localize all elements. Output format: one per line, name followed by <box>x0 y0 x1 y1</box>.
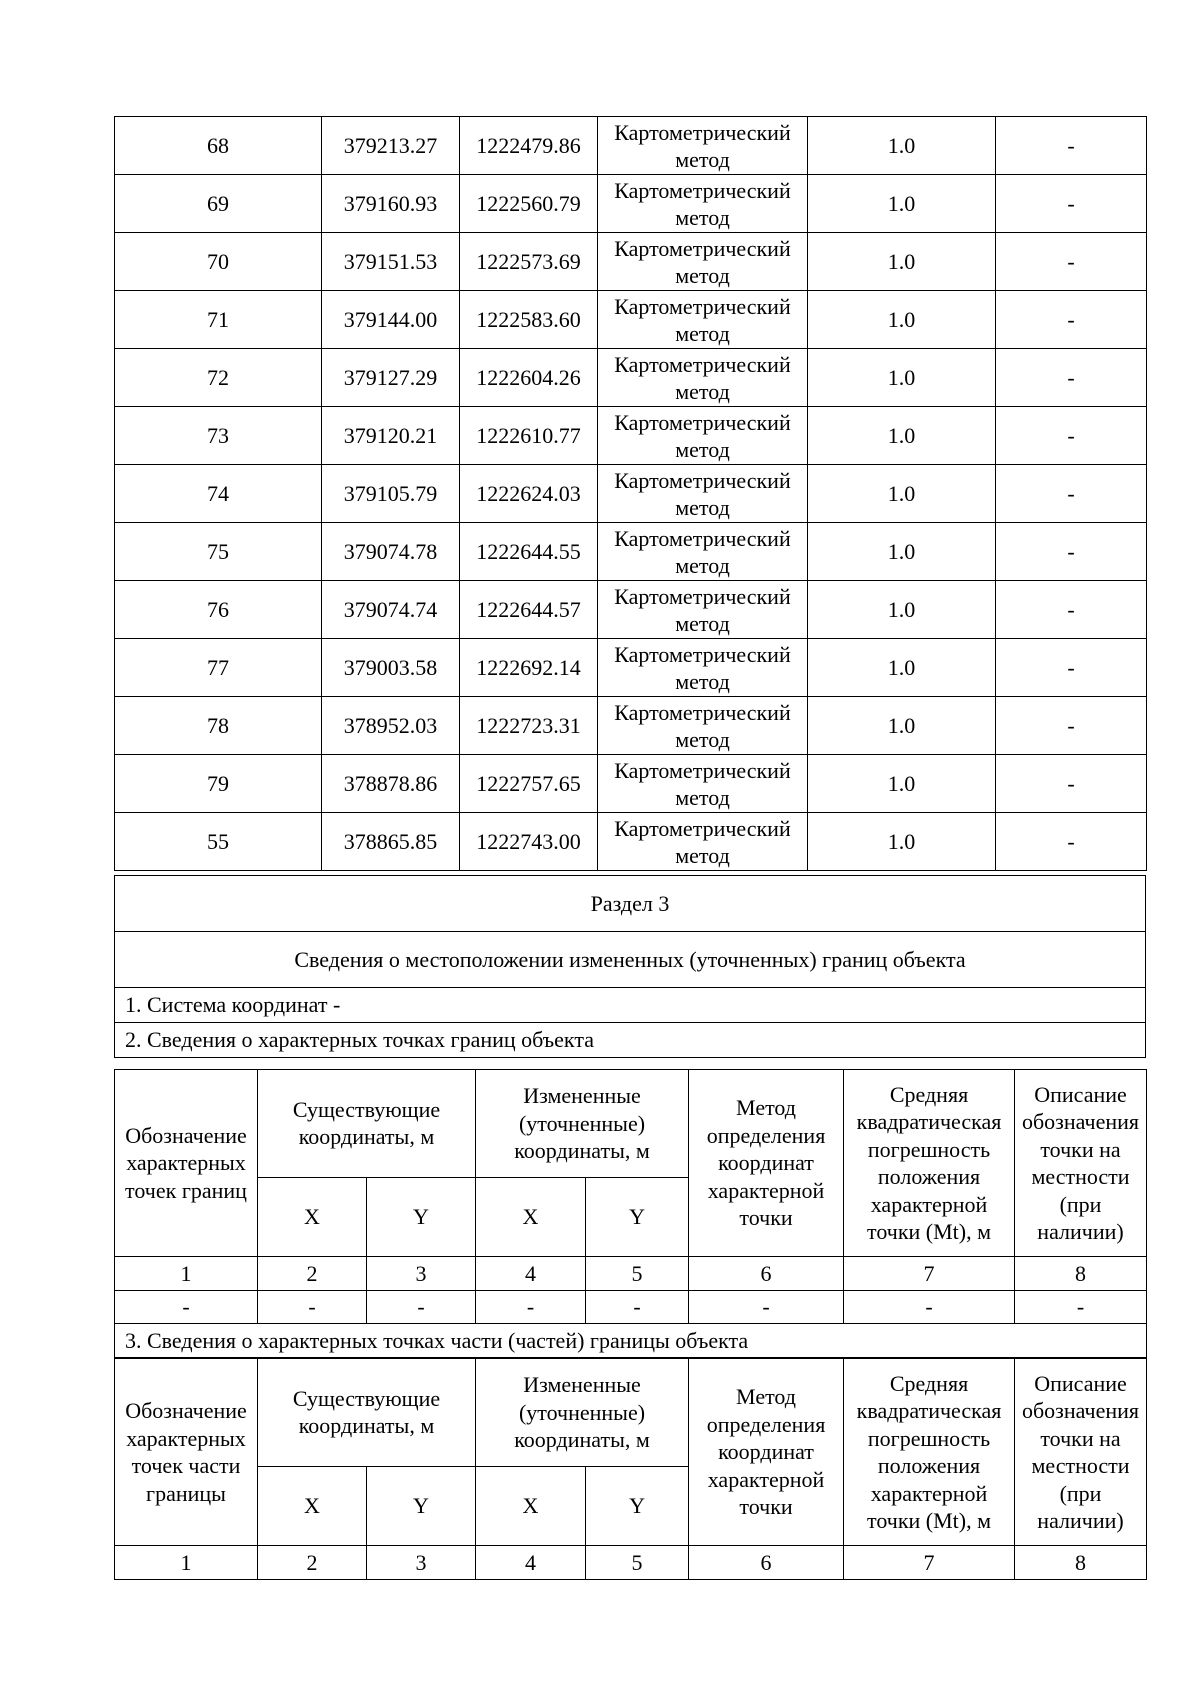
x-coordinate-cell: 379127.29 <box>322 349 460 407</box>
coordinate-row <box>115 581 1147 639</box>
x-coordinate-cell: 379120.21 <box>322 407 460 465</box>
point-number-cell: 55 <box>115 813 322 871</box>
column-number: 4 <box>476 1257 586 1291</box>
column-number: 6 <box>689 1257 844 1291</box>
accuracy-cell: 1.0 <box>808 813 996 871</box>
y-coordinate-cell: 1222644.57 <box>460 581 598 639</box>
point-number-cell: 70 <box>115 233 322 291</box>
x-coordinate-cell: 379144.00 <box>322 291 460 349</box>
header-existing-coords: Существующие координаты, м <box>258 1070 476 1178</box>
column-numbers-row <box>115 1546 1147 1580</box>
dash-cell: - <box>689 1291 844 1324</box>
section-title: Раздел 3 <box>115 876 1146 932</box>
coordinate-row <box>115 523 1147 581</box>
accuracy-cell: 1.0 <box>808 291 996 349</box>
method-cell: Картометрический метод <box>598 813 808 871</box>
method-cell: Картометрический метод <box>598 465 808 523</box>
y-coordinate-cell: 1222757.65 <box>460 755 598 813</box>
dash-cell: - <box>258 1291 367 1324</box>
method-cell: Картометрический метод <box>598 117 808 175</box>
x-coordinate-cell: 379105.79 <box>322 465 460 523</box>
coordinates-table <box>114 116 1147 871</box>
point-number-cell: 74 <box>115 465 322 523</box>
dash-cell: - <box>367 1291 476 1324</box>
x-coordinate-cell: 379151.53 <box>322 233 460 291</box>
column-number: 4 <box>476 1546 586 1580</box>
x-coordinate-cell: 379003.58 <box>322 639 460 697</box>
y-coordinate-cell: 1222624.03 <box>460 465 598 523</box>
header-changed-y: Y <box>586 1466 689 1545</box>
header-changed-y: Y <box>586 1177 689 1256</box>
description-cell: - <box>996 291 1147 349</box>
column-number: 3 <box>367 1257 476 1291</box>
y-coordinate-cell: 1222723.31 <box>460 697 598 755</box>
point-number-cell: 71 <box>115 291 322 349</box>
accuracy-cell: 1.0 <box>808 175 996 233</box>
x-coordinate-cell: 379213.27 <box>322 117 460 175</box>
points-table <box>114 1069 1147 1358</box>
y-coordinate-cell: 1222583.60 <box>460 291 598 349</box>
column-number: 8 <box>1015 1546 1147 1580</box>
point-number-cell: 75 <box>115 523 322 581</box>
column-numbers-row <box>115 1257 1147 1291</box>
column-number: 7 <box>844 1546 1015 1580</box>
description-cell: - <box>996 175 1147 233</box>
coordinates-table-body <box>115 117 1147 871</box>
parts-table <box>114 1358 1147 1580</box>
header-changed-x: X <box>476 1466 586 1545</box>
header-existing-x: X <box>258 1466 367 1545</box>
point-number-cell: 69 <box>115 175 322 233</box>
header-description: Описание обозначения точки на местности (при наличии) <box>1015 1359 1147 1546</box>
column-number: 1 <box>115 1257 258 1291</box>
header-part-point-designation: Обозначение характерных точек части границы <box>115 1359 258 1546</box>
header-existing-y: Y <box>367 1177 476 1256</box>
method-cell: Картометрический метод <box>598 407 808 465</box>
column-number: 5 <box>586 1257 689 1291</box>
y-coordinate-cell: 1222604.26 <box>460 349 598 407</box>
accuracy-cell: 1.0 <box>808 639 996 697</box>
x-coordinate-cell: 378865.85 <box>322 813 460 871</box>
x-coordinate-cell: 378878.86 <box>322 755 460 813</box>
column-number: 2 <box>258 1257 367 1291</box>
coordinate-row <box>115 117 1147 175</box>
method-cell: Картометрический метод <box>598 697 808 755</box>
dash-cell: - <box>844 1291 1015 1324</box>
accuracy-cell: 1.0 <box>808 117 996 175</box>
accuracy-cell: 1.0 <box>808 233 996 291</box>
section-subtitle: Сведения о местоположении измененных (уточненных) границ объекта <box>115 932 1146 988</box>
accuracy-cell: 1.0 <box>808 581 996 639</box>
y-coordinate-cell: 1222644.55 <box>460 523 598 581</box>
description-cell: - <box>996 407 1147 465</box>
dash-cell: - <box>1015 1291 1147 1324</box>
y-coordinate-cell: 1222692.14 <box>460 639 598 697</box>
column-number: 2 <box>258 1546 367 1580</box>
accuracy-cell: 1.0 <box>808 523 996 581</box>
header-point-designation: Обозначение характерных точек границ <box>115 1070 258 1257</box>
coord-system-line: 1. Система координат - <box>115 988 1146 1023</box>
accuracy-cell: 1.0 <box>808 697 996 755</box>
coordinate-row <box>115 349 1147 407</box>
point-number-cell: 79 <box>115 755 322 813</box>
point-number-cell: 78 <box>115 697 322 755</box>
description-cell: - <box>996 697 1147 755</box>
point-number-cell: 77 <box>115 639 322 697</box>
coordinate-row <box>115 465 1147 523</box>
coordinate-row <box>115 175 1147 233</box>
description-cell: - <box>996 233 1147 291</box>
method-cell: Картометрический метод <box>598 349 808 407</box>
header-changed-coords: Измененные (уточненные) координаты, м <box>476 1359 689 1467</box>
header-accuracy: Средняя квадратическая погрешность положения характерной точки (Mt), м <box>844 1359 1015 1546</box>
y-coordinate-cell: 1222560.79 <box>460 175 598 233</box>
description-cell: - <box>996 523 1147 581</box>
description-cell: - <box>996 813 1147 871</box>
description-cell: - <box>996 755 1147 813</box>
x-coordinate-cell: 379074.78 <box>322 523 460 581</box>
column-number: 5 <box>586 1546 689 1580</box>
method-cell: Картометрический метод <box>598 755 808 813</box>
header-method: Метод определения координат характерной точки <box>689 1070 844 1257</box>
column-number: 6 <box>689 1546 844 1580</box>
header-existing-x: X <box>258 1177 367 1256</box>
dash-cell: - <box>115 1291 258 1324</box>
description-cell: - <box>996 349 1147 407</box>
coordinate-row <box>115 639 1147 697</box>
y-coordinate-cell: 1222573.69 <box>460 233 598 291</box>
method-cell: Картометрический метод <box>598 581 808 639</box>
method-cell: Картометрический метод <box>598 291 808 349</box>
method-cell: Картометрический метод <box>598 639 808 697</box>
header-existing-coords: Существующие координаты, м <box>258 1359 476 1467</box>
header-changed-x: X <box>476 1177 586 1256</box>
y-coordinate-cell: 1222743.00 <box>460 813 598 871</box>
y-coordinate-cell: 1222610.77 <box>460 407 598 465</box>
header-description: Описание обозначения точки на местности (при наличии) <box>1015 1070 1147 1257</box>
header-existing-y: Y <box>367 1466 476 1545</box>
section-header-table <box>114 875 1146 1058</box>
coordinate-row <box>115 755 1147 813</box>
header-changed-coords: Измененные (уточненные) координаты, м <box>476 1070 689 1178</box>
column-number: 1 <box>115 1546 258 1580</box>
method-cell: Картометрический метод <box>598 523 808 581</box>
coordinate-row <box>115 813 1147 871</box>
x-coordinate-cell: 378952.03 <box>322 697 460 755</box>
accuracy-cell: 1.0 <box>808 755 996 813</box>
empty-data-row <box>115 1291 1147 1324</box>
coordinate-row <box>115 697 1147 755</box>
y-coordinate-cell: 1222479.86 <box>460 117 598 175</box>
column-number: 3 <box>367 1546 476 1580</box>
dash-cell: - <box>476 1291 586 1324</box>
parts-heading: 3. Сведения о характерных точках части (частей) границы объекта <box>115 1324 1147 1358</box>
points-heading: 2. Сведения о характерных точках границ объекта <box>115 1023 1146 1058</box>
point-number-cell: 73 <box>115 407 322 465</box>
coordinate-row <box>115 291 1147 349</box>
accuracy-cell: 1.0 <box>808 465 996 523</box>
x-coordinate-cell: 379160.93 <box>322 175 460 233</box>
column-number: 7 <box>844 1257 1015 1291</box>
description-cell: - <box>996 465 1147 523</box>
point-number-cell: 76 <box>115 581 322 639</box>
accuracy-cell: 1.0 <box>808 349 996 407</box>
point-number-cell: 68 <box>115 117 322 175</box>
accuracy-cell: 1.0 <box>808 407 996 465</box>
description-cell: - <box>996 639 1147 697</box>
coordinate-row <box>115 233 1147 291</box>
header-accuracy: Средняя квадратическая погрешность положения характерной точки (Mt), м <box>844 1070 1015 1257</box>
point-number-cell: 72 <box>115 349 322 407</box>
column-number: 8 <box>1015 1257 1147 1291</box>
header-method: Метод определения координат характерной точки <box>689 1359 844 1546</box>
x-coordinate-cell: 379074.74 <box>322 581 460 639</box>
method-cell: Картометрический метод <box>598 175 808 233</box>
coordinate-row <box>115 407 1147 465</box>
method-cell: Картометрический метод <box>598 233 808 291</box>
description-cell: - <box>996 581 1147 639</box>
dash-cell: - <box>586 1291 689 1324</box>
description-cell: - <box>996 117 1147 175</box>
